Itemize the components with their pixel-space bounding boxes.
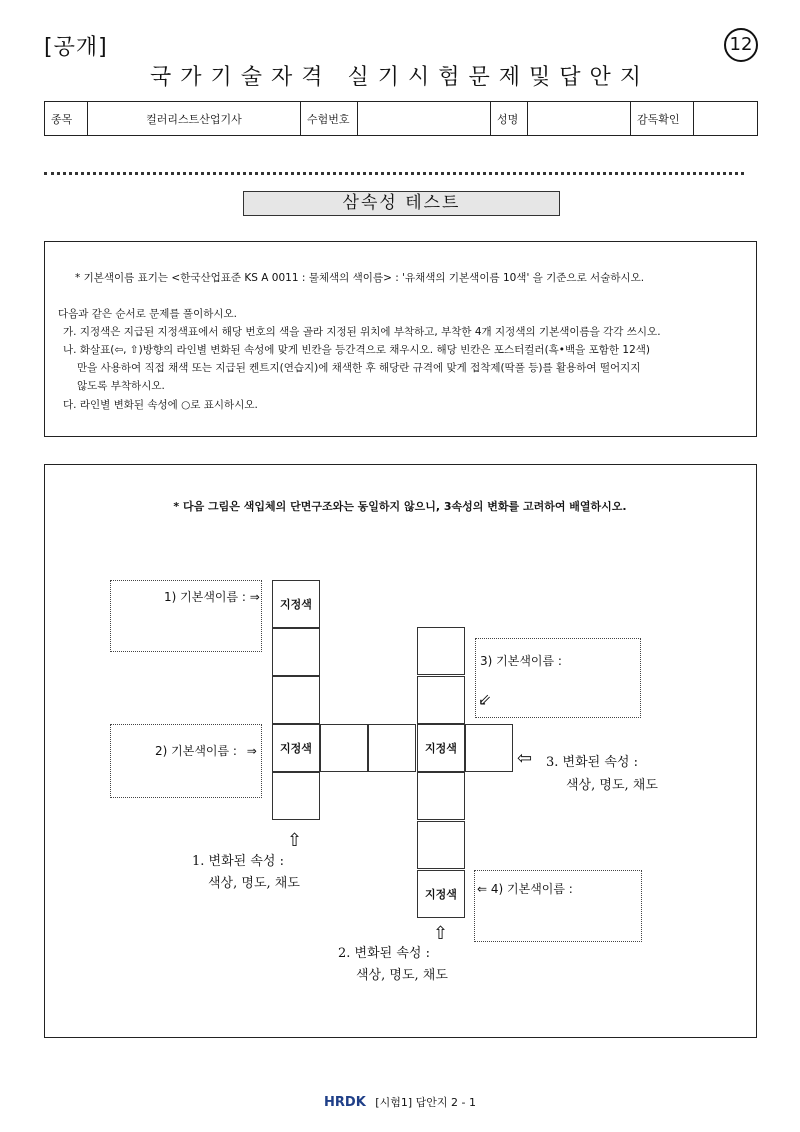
color-name-label-3: 3) 기본색이름 : [480,654,562,668]
supervisor-label: 감독확인 [631,102,694,136]
color-name-box-2[interactable] [110,724,262,798]
designated-color-cell-1[interactable] [272,580,320,628]
diagram-note: * 다음 그림은 색입체의 단면구조와는 동일하지 않으니, 3속성의 변화를 고려하여 배열하시오. [173,500,627,513]
footer-page-text: [시험1] 답안지 2 - 1 [375,1096,476,1109]
hrdk-logo: HRDK [324,1095,366,1110]
section-title: 삼속성 테스트 [243,191,560,216]
instruction-b-line3: 않도록 부착하시오. [77,380,165,392]
change-1-title: 1. 변화된 속성 : [192,854,284,869]
exam-number-label: 수험번호 [301,102,358,136]
supervisor-field[interactable] [694,102,758,136]
fill-cell[interactable] [465,724,513,772]
instruction-b-line2: 만을 사용하여 직접 채색 또는 지급된 켄트지(연습지)에 채색한 후 해당란 규격에 맞게 접착제(딱풀 등)를 활용하여 떨어지지 [77,362,641,374]
fill-cell[interactable] [368,724,416,772]
arrow-diagonal-icon: ⇙ [478,690,492,709]
page-title: 국가기술자격 실기시험문제및답안지 [149,65,651,90]
color-name-label-4: ⇐ 4) 기본색이름 : [477,882,573,896]
instructions-intro: 다음과 같은 순서로 문제를 풀이하시오. [58,308,237,320]
color-name-label-2: 2) 기본색이름 : ⇒ [155,744,257,758]
fill-cell[interactable] [417,821,465,869]
fill-cell[interactable] [417,676,465,724]
dotted-divider [44,172,744,175]
hollow-left-arrow-icon: ⇦ [517,748,533,769]
arrow-left-icon: ⇐ [477,882,488,896]
fill-cell[interactable] [272,772,320,820]
color-name-box-3[interactable] [475,638,641,718]
field-label: 종목 [45,102,88,136]
fill-cell[interactable] [272,628,320,676]
fill-cell[interactable] [272,676,320,724]
page-circled-number: 12 [724,28,758,62]
field-value: 컬러리스트산업기사 [88,102,301,136]
instructions-box [44,241,757,437]
designated-color-label: 지정색 [280,598,312,611]
instruction-b-line1: 나. 화살표(⇦, ⇧)방향의 라인별 변화된 속성에 맞게 빈칸을 등간격으로 채우시오. 해당 빈칸은 포스터컬러(흑•백을 포함한 12색) [63,344,650,356]
change-2-title: 2. 변화된 속성 : [338,946,430,961]
color-name-label-1: 1) 기본색이름 : ⇒ [164,590,260,604]
change-1-attributes: 색상, 명도, 채도 [208,876,300,891]
designated-color-cell-3[interactable] [417,724,465,772]
change-2-attributes: 색상, 명도, 채도 [356,968,448,983]
change-3-attributes: 색상, 명도, 채도 [566,778,658,793]
fill-cell[interactable] [417,772,465,820]
change-3-title: 3. 변화된 속성 : [546,755,638,770]
designated-color-label: 지정색 [280,742,312,755]
footer [0,1094,800,1110]
fill-cell[interactable] [417,627,465,675]
arrow-up-icon: ⇧ [433,923,449,944]
instruction-a: 가. 지정색은 지급된 지정색표에서 해당 번호의 색을 골라 지정된 위치에 부착하고, 부착한 4개 지정색의 기본색이름을 각각 쓰시오. [63,326,661,338]
designated-color-cell-4[interactable] [417,870,465,918]
exam-info-table [44,101,758,136]
arrow-up-icon: ⇧ [287,830,303,851]
name-field[interactable] [528,102,631,136]
designated-color-label: 지정색 [425,742,457,755]
designated-color-label: 지정색 [425,888,457,901]
public-tag: [공개] [44,35,108,60]
instruction-c: 다. 라인별 변화된 속성에 ○로 표시하시오. [63,399,258,411]
arrow-right-icon: ⇒ [249,590,260,604]
ks-note: * 기본색이름 표기는 <한국산업표준 KS A 0011 : 물체색의 색이름> : '유채색의 기본색이름 10색' 을 기준으로 서술하시오. [75,272,645,284]
designated-color-cell-2[interactable] [272,724,320,772]
name-label: 성명 [491,102,528,136]
arrow-right-icon: ⇒ [246,744,257,758]
exam-number-field[interactable] [358,102,491,136]
fill-cell[interactable] [320,724,368,772]
